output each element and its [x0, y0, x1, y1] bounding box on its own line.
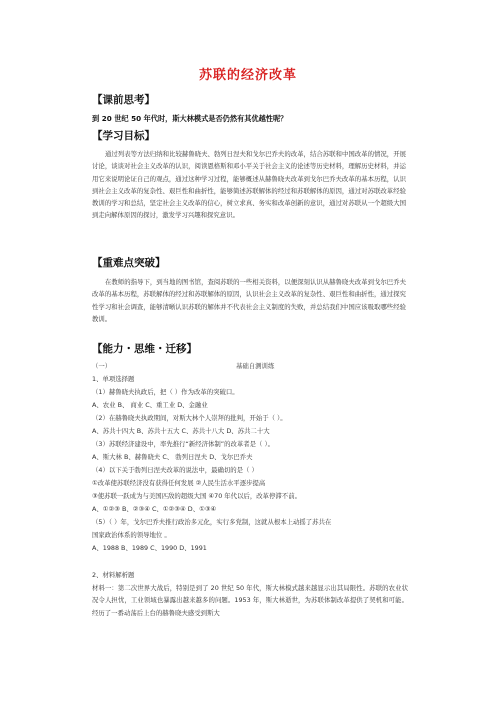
exercise-line: A、①②③ B、②③④ C、①②③④ D、①③④ — [92, 505, 217, 513]
exercise-line: 1、单项选择题 — [92, 375, 135, 383]
heading-pre-class-thinking: 【课前思考】 — [92, 94, 155, 106]
exercise-line: 国家政治体系的领导地位 。 — [92, 531, 171, 539]
exercise-line: A、农业 B、 商业 C、重工业 D、金融业 — [92, 401, 208, 409]
part-title: 基础自测训练 — [236, 362, 275, 370]
key-points-text: 在教师的指导下，到当地的图书馆，查阅苏联的一些相关资料，以便深刻认识从赫鲁晓夫改革到戈尔巴乔夫改革的基本历程，苏联解体的经过和苏联解体的原因，认识社会主义改革的复杂性、艰巨性和曲折性，通过探究性学习和社会调查，能够清晰认识苏联的解体并不代表社会主义制度的失败，并总结我们中国应该吸取哪些经验教训。 — [92, 278, 406, 323]
exercise-line: （3）苏联经济建设中，率先推行“新经济体制”的改革者是（ ）。 — [92, 440, 275, 448]
exercise-line: （1）赫鲁晓夫执政后，把（ ）作为改革的突破口。 — [92, 388, 239, 396]
material-text: 材料一：第二次世界大战后，特别是到了 20 世纪 50 年代，斯大林模式越来越显示出其局限性。苏联的农业状况令人担忧，工业领域也暴露出越来越多的问题。1953 年，斯大林逝世，为苏联体制改革提供了契机和可能。经历了一番动荡后上台的赫鲁晓夫感受到斯大 — [92, 584, 408, 617]
learning-goals-text: 通过列表等方法归纳和比较赫鲁晓夫、勃列日涅夫和戈尔巴乔夫的改革，结合苏联和中国改革的情况，开展讨论，谈谈对社会主义改革的认识，阅读恩格斯和邓小平关于社会主义的论述等历史材料，理解历史材料，并运用它来说明论证自己的观点，通过这种学习过程，能够概述从赫鲁晓夫改革到戈尔巴乔夫改革的基本历程，认识到社会主义改革的复杂性、艰巨性和曲折性，能够简述苏联解体的经过和苏联解体的原因，通过对苏联改革经验教训的学习和总结，坚定社会主义改革的信心，树立求真、务实和改革创新的意识，通过对苏联从一个超级大国到走向解体原因的探讨，激发学习兴趣和探究意识。 — [92, 150, 406, 220]
heading-learning-goals: 【学习目标】 — [92, 130, 155, 142]
exercise-line: （2）在赫鲁晓夫执政期间，对斯大林个人崇拜的批判，开始于（ ）。 — [92, 414, 287, 422]
exercise-line: （4）以下关于勃列日涅夫改革的说法中，最确切的是（ ） — [92, 466, 258, 474]
exercise-line: （5）（ ）年，戈尔巴乔夫推行政治多元化，实行多党制，这就从根本上动摇了苏共在 — [92, 518, 332, 526]
exercise-line: A、1988 B、1989 C、1990 D、1991 — [92, 544, 207, 552]
material-question-label: 2、材料解析题 — [92, 571, 135, 579]
exercise-line: ③使苏联一跃成为与美国匹敌的超级大国 ④70 年代以后，改革停滞不前。 — [92, 492, 301, 500]
exercise-line: ①改革使苏联经济没有获得任何发展 ②人民生活水平逐步提高 — [92, 479, 266, 487]
thinking-question: 到 20 世纪 50 年代时，斯大林模式是否仍然有其优越性呢？ — [92, 114, 288, 123]
exercise-line: A、斯大林 B、赫鲁晓夫 C、 勃列日涅夫 D、戈尔巴乔夫 — [92, 453, 253, 461]
heading-ability-thinking: 【能力・思维・迁移】 — [92, 343, 197, 355]
heading-key-points: 【重难点突破】 — [92, 257, 166, 269]
exercise-line: A、苏共十四大 B、苏共十五大 C、苏共十八大 D、苏共二十大 — [92, 427, 270, 435]
part-number: （一） — [92, 362, 112, 370]
page-title: 苏联的经济改革 — [198, 68, 297, 83]
